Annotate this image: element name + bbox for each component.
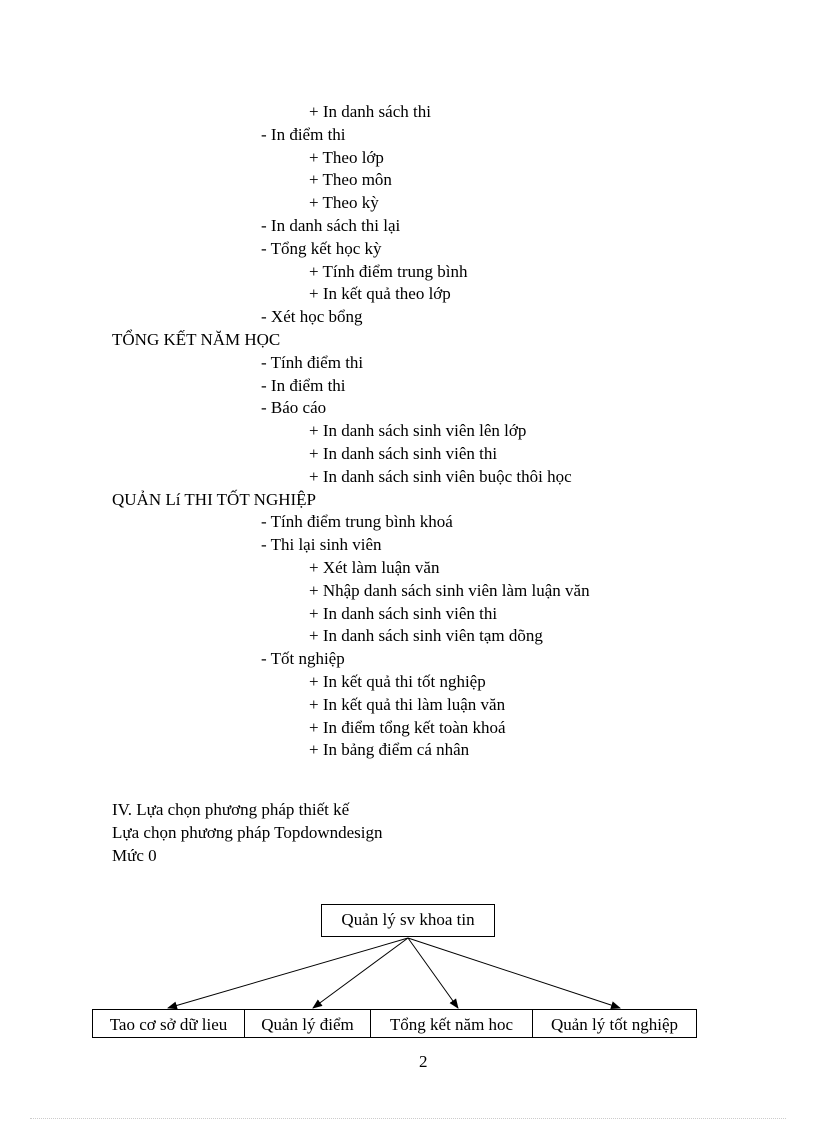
outline-item: - Tổng kết học kỳ xyxy=(261,238,382,258)
outline-subitem: + In danh sách thi xyxy=(309,102,431,121)
arrow-3 xyxy=(408,938,458,1008)
outline-subitem: + Theo lớp xyxy=(309,147,384,167)
outline-subitem: + In danh sách sinh viên tạm dõng xyxy=(309,626,543,646)
outline-subitem: + In kết quả thi làm luận văn xyxy=(309,694,506,714)
outline-subitem: + In điểm tổng kết toàn khoá xyxy=(309,717,506,737)
child-box-year-summary: Tổng kết năm hoc xyxy=(370,1009,533,1038)
outline-subitem: + In danh sách sinh viên thi xyxy=(309,603,498,623)
arrow-4 xyxy=(408,938,620,1008)
outline-subitem: + In kết quả thi tốt nghiệp xyxy=(309,672,486,691)
arrow-1 xyxy=(168,938,408,1008)
footer-divider xyxy=(30,1118,786,1119)
outline-subitem: + Theo kỳ xyxy=(309,193,379,213)
outline-item: - Tính điểm thi xyxy=(261,352,364,372)
outline-subitem: + Theo môn xyxy=(309,170,392,190)
outline-subitem: + In kết quả theo lớp xyxy=(309,284,451,304)
outline-subitem: + Nhập danh sách sinh viên làm luận văn xyxy=(309,580,590,600)
arrow-2 xyxy=(313,938,408,1008)
level-label: Mức 0 xyxy=(112,846,157,865)
outline-item: - Tốt nghiệp xyxy=(261,649,345,669)
child-box-grades: Quản lý điểm xyxy=(244,1009,371,1038)
method-text: Lựa chọn phương pháp Topdowndesign xyxy=(112,823,383,842)
root-box: Quản lý sv khoa tin xyxy=(321,904,495,937)
child-box-graduation: Quản lý tốt nghiệp xyxy=(532,1009,697,1038)
outline-item: - In điểm thi xyxy=(261,124,346,144)
outline-item: - Báo cáo xyxy=(261,398,327,418)
outline-item: - Xét học bổng xyxy=(261,307,363,327)
outline-subitem: + In bảng điểm cá nhân xyxy=(309,740,470,760)
outline-subitem: + In danh sách sinh viên thi xyxy=(309,444,498,463)
outline-item: - Tính điểm trung bình khoá xyxy=(261,512,453,532)
child-box-database: Tao cơ sở dữ lieu xyxy=(92,1009,245,1038)
outline-subitem: + In danh sách sinh viên lên lớp xyxy=(309,421,527,441)
outline-item: - Thi lại sinh viên xyxy=(261,535,382,555)
page-number: 2 xyxy=(419,1052,428,1071)
outline-subitem: + Xét làm luận văn xyxy=(309,558,440,577)
outline-item: - In điểm thi xyxy=(261,375,346,395)
outline-heading: TỔNG KẾT NĂM HỌC xyxy=(112,330,281,349)
section-heading: IV. Lựa chọn phương pháp thiết kế xyxy=(112,800,350,819)
outline-subitem: + In danh sách sinh viên buộc thôi học xyxy=(309,466,572,486)
outline-item: - In danh sách thi lại xyxy=(261,216,401,235)
outline-subitem: + Tính điểm trung bình xyxy=(309,261,468,281)
outline-heading: QUẢN Lí THI TỐT NGHIỆP xyxy=(112,489,316,509)
